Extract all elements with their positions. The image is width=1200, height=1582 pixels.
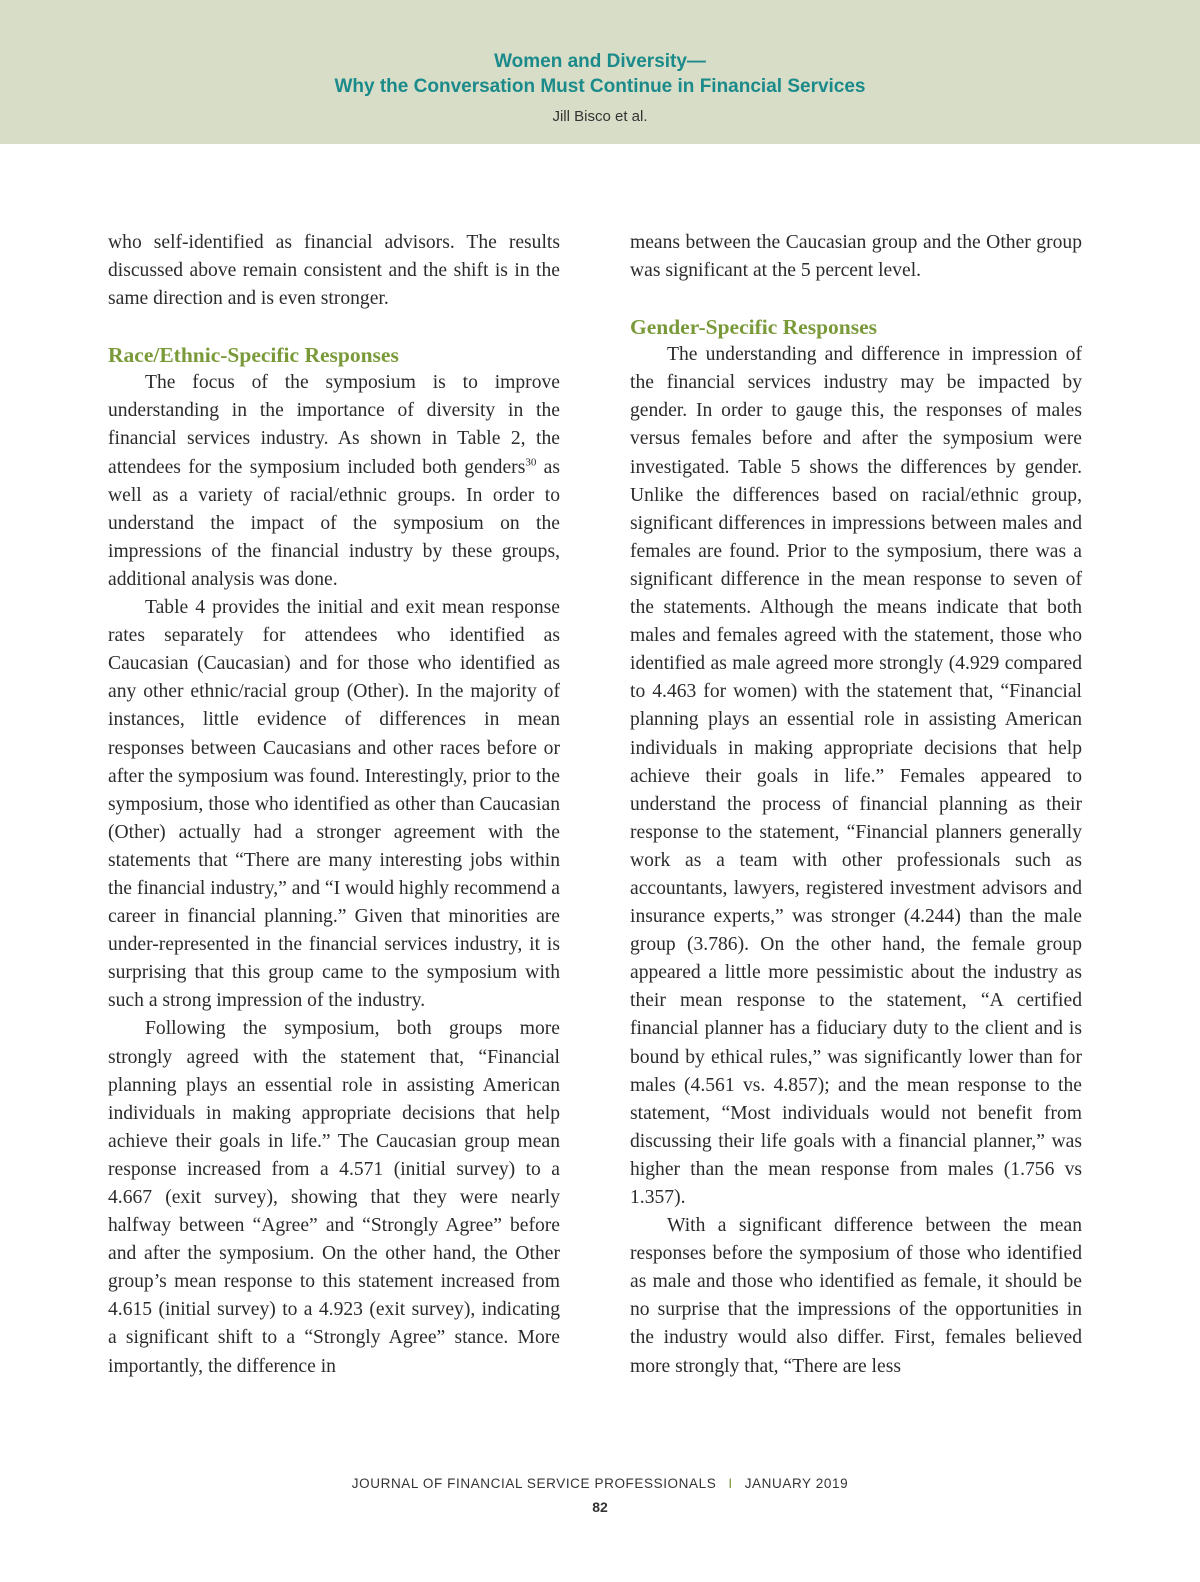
section-heading-gender: Gender-Specific Responses — [630, 315, 878, 340]
paragraph: Following the symposium, both groups more strongly agreed with the statement that, “Financial planning plays an essential role in assisting American individuals in making appropriate decisions that help achieve their goals in life.” The Caucasian group mean response increased from a 4.571 (initial survey) to a 4.667 (exit survey), showing that they were nearly halfway between “Agree” and “Strongly Agree” before and after the symposium. On the other hand, the Other group’s mean response to this statement increased from 4.615 (initial survey) to a 4.923 (exit survey), indicating a significant shift to a “Strongly Agree” stance. More importantly, the difference in — [108, 1018, 560, 1377]
paragraph-text: as well as a variety of racial/ethnic groups. In order to understand the impact of the symposium on the impressions of the financial industry by these groups, additional analysis was done. — [108, 456, 560, 590]
paragraph-text: The focus of the symposium is to improve understanding in the importance of diversity in the financial services industry. As shown in Table 2, the attendees for the symposium included both genders — [108, 372, 560, 478]
header-title-line1: Women and Diversity— — [494, 51, 706, 72]
page-number: 82 — [592, 1499, 608, 1515]
header-author: Jill Bisco et al. — [552, 108, 648, 125]
paragraph: who self-identified as financial advisors. The results discussed above remain consistent and the shift is in the same direction and is even stronger. — [108, 232, 560, 310]
paragraph: With a significant difference between the mean responses before the symposium of those who identified as male and those who identified as female, it should be no surprise that the impressions of the opportunities in the industry would also differ. First, females believed more strongly that, “There are less — [630, 1215, 1082, 1377]
right-column — [630, 229, 1082, 1381]
footnote-marker: 30 — [525, 456, 537, 469]
footer-separator: I — [728, 1476, 733, 1491]
footer-journal — [0, 1476, 1200, 1491]
header-title-line2: Why the Conversation Must Continue in Financial Services — [334, 76, 866, 97]
paragraph: The understanding and difference in impression of the financial services industry may be impacted by gender. In order to gauge this, the responses of males versus females before and after the symposium were investigated. Table 5 shows the differences by gender. Unlike the differences based on racial/ethnic group, significant differences in impressions between males and females are found. Prior to the symposium, there was a significant difference in the mean response to seven of the statements. Although the means indicate that both males and females agreed with the statement, those who identified as male agreed more strongly (4.929 compared to 4.463 for women) with the statement that, “Financial planning plays an essential role in assisting American individuals in making appropriate decisions that help achieve their goals in life.” Females appeared to understand the process of financial planning as their response to the statement, “Financial planners generally work as a team with other professionals such as accountants, lawyers, registered investment advisors and insurance experts,” was stronger (4.244) than the male group (3.786). On the other hand, the female group appeared a little more pessimistic about the industry as their mean response to the statement, “A certified financial planner has a fiduciary duty to the client and is bound by ethical rules,” was significantly lower than for males (4.561 vs. 4.857); and the mean response to the statement, “Most individuals would not benefit from discussing their life goals with a financial planner,” was higher than the mean response from males (1.756 vs 1.357). — [630, 344, 1082, 1208]
paragraph: means between the Caucasian group and the Other group was significant at the 5 percent level. — [630, 232, 1082, 282]
running-header — [0, 0, 1200, 144]
paragraph: Table 4 provides the initial and exit mean response rates separately for attendees who identified as Caucasian (Caucasian) and for those who identified as any other ethnic/racial group (Other). In the majority of instances, little evidence of differences in mean responses between Caucasians and other races before or after the symposium was found. Interestingly, prior to the symposium, those who identified as other than Caucasian (Other) actually had a stronger agreement with the statements that “There are many interesting jobs within the financial industry,” and “I would highly recommend a career in financial planning.” Given that minorities are under-represented in the financial services industry, it is surprising that this group came to the symposium with such a strong impression of the industry. — [108, 597, 560, 1012]
paragraph — [108, 369, 560, 594]
journal-name: JOURNAL OF FINANCIAL SERVICE PROFESSIONALS — [351, 1476, 717, 1491]
spacer — [108, 313, 560, 341]
left-column — [108, 229, 560, 1381]
section-heading-race: Race/Ethnic-Specific Responses — [108, 343, 399, 368]
issue-date: JANUARY 2019 — [744, 1476, 849, 1491]
spacer — [630, 285, 1082, 313]
